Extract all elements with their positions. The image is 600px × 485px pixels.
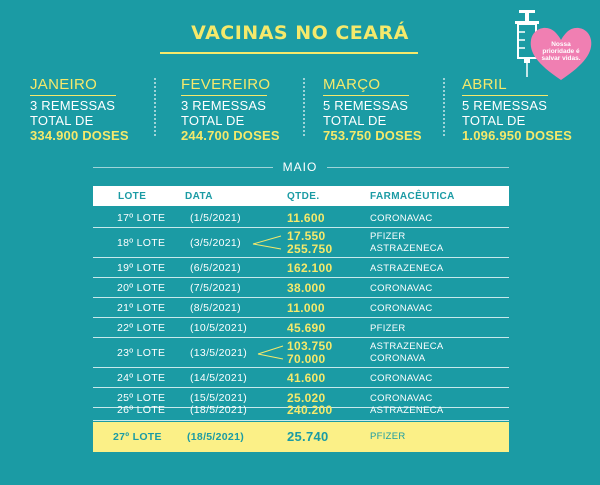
cell-qtde: 25.740 <box>287 429 329 444</box>
header-farmaceutica: FARMACÊUTICA <box>370 191 455 202</box>
cell-qtde: 11.000 <box>287 301 325 315</box>
table-row <box>93 208 509 228</box>
cell-qtde: 41.600 <box>287 371 326 385</box>
split-connector <box>256 343 286 363</box>
month-total-label: TOTAL DE <box>181 113 245 128</box>
month-name: ABRIL <box>462 76 548 96</box>
cell-data: (18/5/2021) <box>190 404 248 416</box>
cell-lote: 20º LOTE <box>117 282 166 294</box>
cell-farmaceutica: CORONAVAC <box>370 213 433 224</box>
month-card-marco <box>323 76 453 143</box>
table-row <box>93 338 509 368</box>
month-name: FEVEREIRO <box>181 76 267 96</box>
section-title: MAIO <box>282 160 318 174</box>
cell-qtde: 45.690 <box>287 321 326 335</box>
section-rule-right <box>327 167 509 168</box>
cell-qtde: 240.200 <box>287 403 333 417</box>
column-divider <box>443 78 445 136</box>
column-divider <box>303 78 305 136</box>
cell-farmaceutica-2: CORONAVA <box>370 353 426 364</box>
month-name: JANEIRO <box>30 76 116 96</box>
cell-data: (10/5/2021) <box>190 322 248 334</box>
table-row <box>93 368 509 388</box>
cell-qtde: 11.600 <box>287 211 325 225</box>
table-row <box>93 278 509 298</box>
cell-qtde: 162.100 <box>287 261 333 275</box>
cell-data: (7/5/2021) <box>190 282 241 294</box>
split-connector <box>251 233 285 253</box>
cell-qtde-2: 255.750 <box>287 242 333 256</box>
badge-text: Nossa prioridade é salvar vidas. <box>541 41 581 62</box>
month-doses: 753.750 DOSES <box>323 128 422 143</box>
cell-lote: 25º LOTE <box>117 392 166 404</box>
cell-data: (18/5/2021) <box>187 431 245 443</box>
cell-farmaceutica: CORONAVAC <box>370 393 433 404</box>
cell-lote: 24º LOTE <box>117 372 166 384</box>
cell-lote: 18º LOTE <box>117 237 166 249</box>
cell-farmaceutica: PFIZER <box>370 231 406 242</box>
month-card-fevereiro <box>181 76 311 143</box>
month-doses: 244.700 DOSES <box>181 128 280 143</box>
month-shipments: 5 REMESSAS <box>462 98 548 113</box>
header-qtde: QTDE. <box>287 191 320 202</box>
cell-qtde: 25.020 <box>287 391 326 405</box>
month-total-label: TOTAL DE <box>323 113 387 128</box>
cell-farmaceutica: PFIZER <box>370 431 406 442</box>
cell-farmaceutica: CORONAVAC <box>370 283 433 294</box>
title-underline <box>160 52 418 54</box>
month-shipments: 5 REMESSAS <box>323 98 409 113</box>
cell-farmaceutica: CORONAVAC <box>370 373 433 384</box>
cell-data: (8/5/2021) <box>190 302 241 314</box>
cell-qtde: 38.000 <box>287 281 326 295</box>
table-header <box>93 186 509 206</box>
cell-farmaceutica: ASTRAZENECA <box>370 405 444 416</box>
cell-data: (14/5/2021) <box>190 372 248 384</box>
table-row <box>93 318 509 338</box>
cell-lote: 27º LOTE <box>113 431 162 443</box>
cell-farmaceutica: ASTRAZENECA <box>370 263 444 274</box>
cell-farmaceutica: CORONAVAC <box>370 303 433 314</box>
cell-data: (6/5/2021) <box>190 262 241 274</box>
cell-lote: 19º LOTE <box>117 262 166 274</box>
cell-qtde: 103.750 <box>287 339 333 353</box>
cell-data: (1/5/2021) <box>190 212 241 224</box>
cell-qtde-2: 70.000 <box>287 352 326 366</box>
month-doses: 1.096.950 DOSES <box>462 128 572 143</box>
cell-data: (15/5/2021) <box>190 392 248 404</box>
month-doses: 334.900 DOSES <box>30 128 129 143</box>
monthly-summary <box>30 76 590 142</box>
cell-lote: 23º LOTE <box>117 347 166 359</box>
month-shipments: 3 REMESSAS <box>30 98 116 113</box>
table-row-highlighted <box>93 422 509 452</box>
header-lote: LOTE <box>118 191 147 202</box>
month-card-abril <box>462 76 592 143</box>
month-name: MARÇO <box>323 76 409 96</box>
cell-lote: 21º LOTE <box>117 302 166 314</box>
cell-lote: 17º LOTE <box>117 212 166 224</box>
month-card-janeiro <box>30 76 160 143</box>
table-row <box>93 403 509 421</box>
cell-farmaceutica: PFIZER <box>370 323 406 334</box>
table-row <box>93 228 509 258</box>
cell-qtde: 17.550 <box>287 229 326 243</box>
cell-farmaceutica-2: ASTRAZENECA <box>370 243 444 254</box>
month-total-label: TOTAL DE <box>462 113 526 128</box>
page-title: VACINAS NO CEARÁ <box>191 22 409 44</box>
header-data: DATA <box>185 191 213 202</box>
cell-data: (13/5/2021) <box>190 347 248 359</box>
month-shipments: 3 REMESSAS <box>181 98 267 113</box>
cell-lote: 26º LOTE <box>117 404 166 416</box>
column-divider <box>154 78 156 136</box>
month-total-label: TOTAL DE <box>30 113 94 128</box>
table-row <box>93 258 509 278</box>
cell-farmaceutica: ASTRAZENECA <box>370 341 444 352</box>
table-row <box>93 298 509 318</box>
cell-lote: 22º LOTE <box>117 322 166 334</box>
cell-data: (3/5/2021) <box>190 237 241 249</box>
